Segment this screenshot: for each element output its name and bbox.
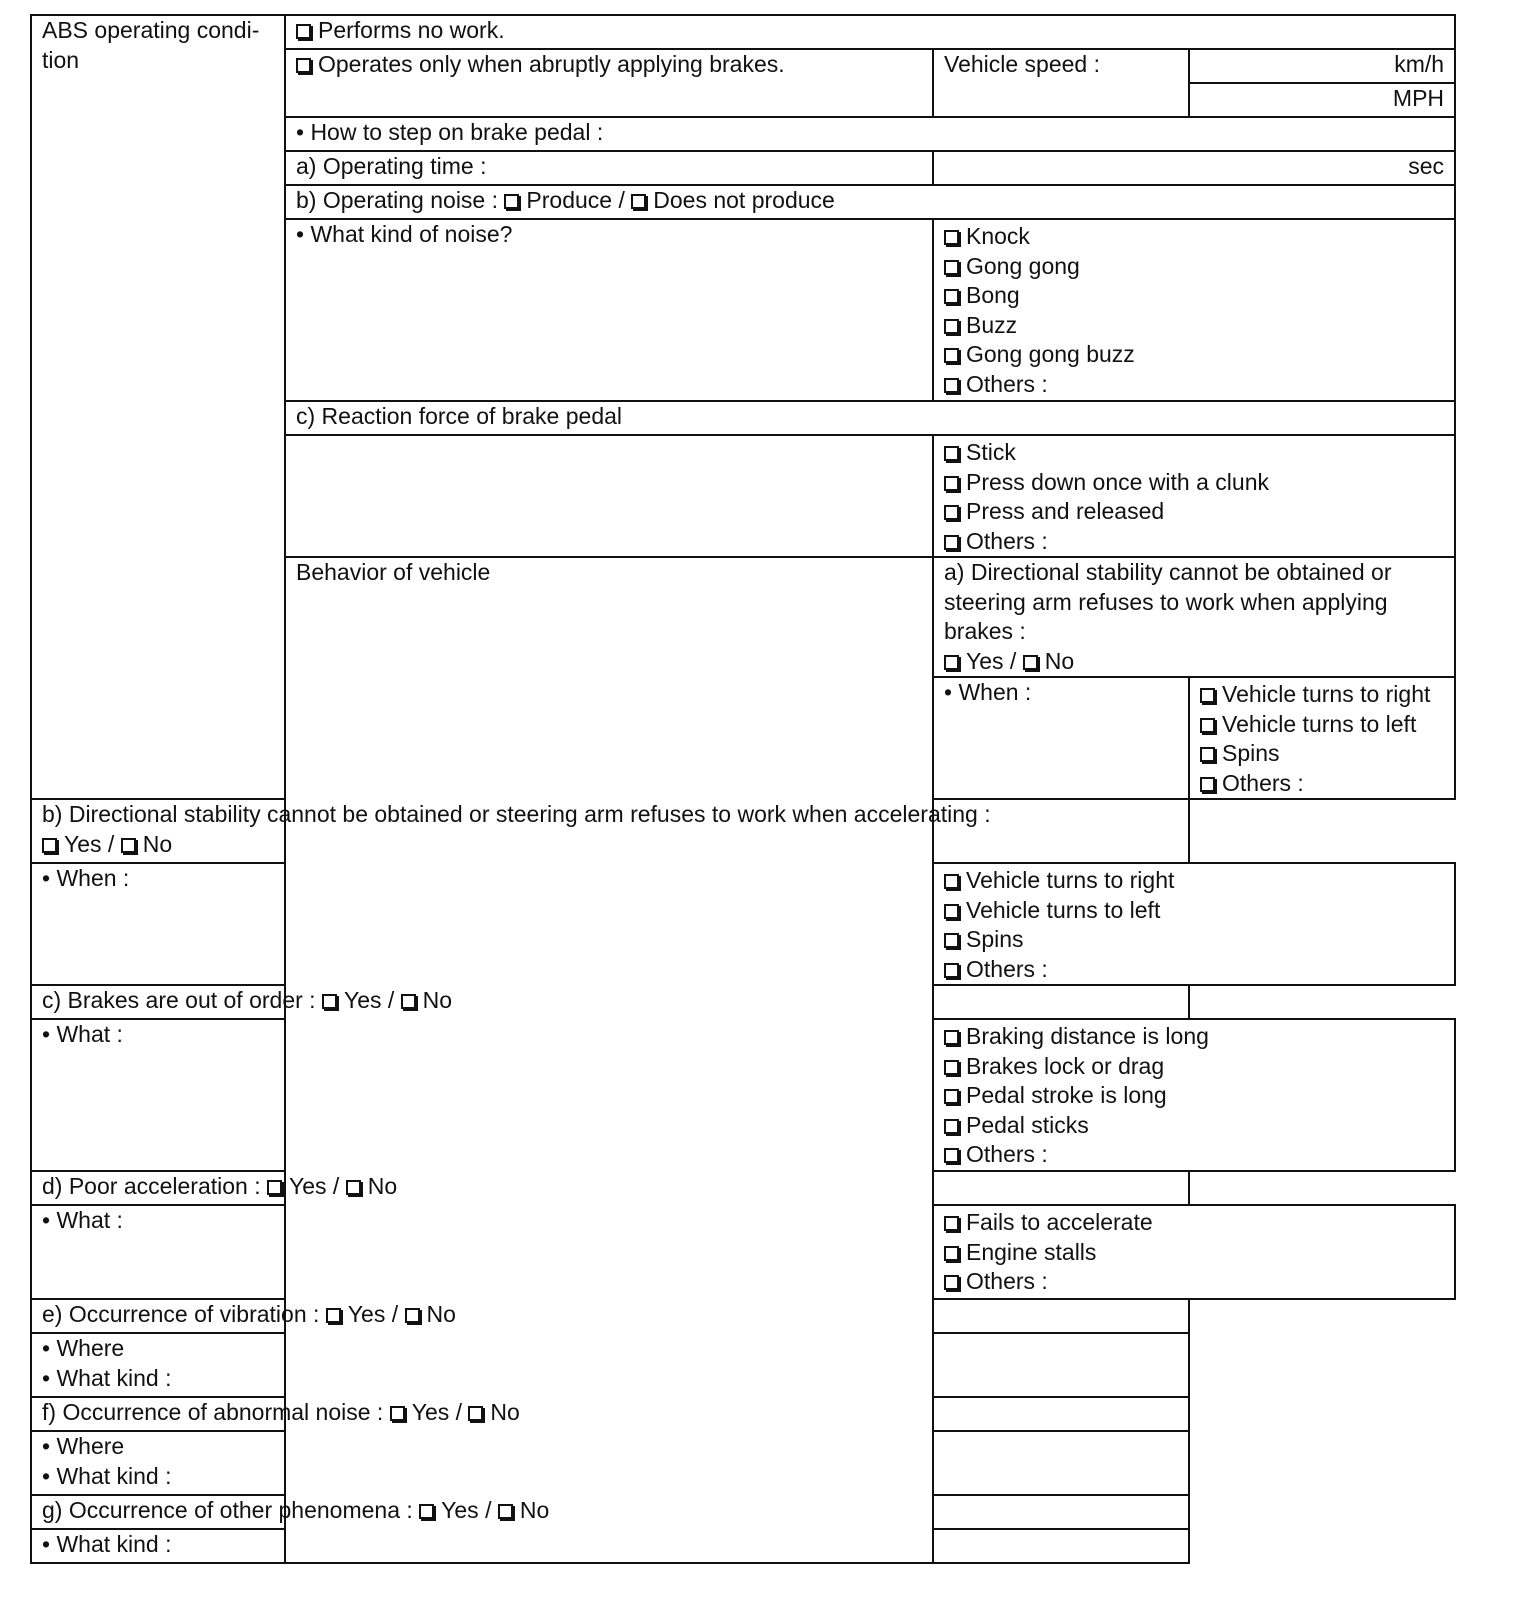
checkbox-icon[interactable] bbox=[390, 1406, 405, 1421]
checkbox-icon[interactable] bbox=[944, 230, 959, 245]
checkbox-icon[interactable] bbox=[944, 904, 959, 919]
option-pedal-sticks[interactable]: Pedal sticks bbox=[944, 1111, 1444, 1141]
no-option[interactable]: No bbox=[142, 830, 173, 857]
checkbox-icon[interactable] bbox=[1200, 688, 1215, 703]
checkbox-icon[interactable] bbox=[944, 1275, 959, 1290]
checkbox-icon[interactable] bbox=[401, 994, 416, 1009]
checkbox-icon[interactable] bbox=[944, 505, 959, 520]
behavior-d-row: d) Poor acceleration : Yes / No bbox=[31, 1171, 1189, 1205]
checkbox-icon[interactable] bbox=[944, 535, 959, 550]
behavior-c-options bbox=[933, 1019, 1455, 1171]
noise-not-produce-option[interactable]: Does not produce bbox=[653, 187, 835, 213]
checkbox-icon[interactable] bbox=[1200, 777, 1215, 792]
checkbox-icon[interactable] bbox=[944, 1216, 959, 1231]
option-turns-left[interactable]: Vehicle turns to left bbox=[944, 896, 1444, 926]
option-turns-right[interactable]: Vehicle turns to right bbox=[1200, 680, 1444, 710]
behavior-b-when-label: • When : bbox=[31, 863, 285, 985]
operating-time-label: a) Operating time : bbox=[285, 151, 933, 185]
checkbox-icon[interactable] bbox=[498, 1504, 513, 1519]
checkbox-icon[interactable] bbox=[944, 963, 959, 978]
checkbox-icon[interactable] bbox=[419, 1504, 434, 1519]
what-kind-label: • What kind : bbox=[42, 1462, 172, 1489]
noise-produce-option[interactable]: Produce / bbox=[526, 187, 625, 213]
checkbox-icon[interactable] bbox=[322, 994, 337, 1009]
how-to-step-label: • How to step on brake pedal : bbox=[285, 117, 1455, 151]
vehicle-behavior-label: Behavior of vehicle bbox=[285, 557, 933, 1563]
checkbox-icon[interactable] bbox=[944, 933, 959, 948]
behavior-a-row: a) Directional stability cannot be obtained or steering arm refuses to work when applying brakes : Yes / No bbox=[933, 557, 1455, 677]
checkbox-icon[interactable] bbox=[944, 1030, 959, 1045]
yes-option[interactable]: Yes / bbox=[347, 1301, 399, 1327]
checkbox-icon[interactable] bbox=[267, 1180, 282, 1195]
checkbox-icon[interactable] bbox=[326, 1308, 341, 1323]
operating-noise-row: b) Operating noise : Produce / Does not produce bbox=[285, 185, 1455, 219]
what-kind-label: • What kind : bbox=[42, 1364, 172, 1391]
option-others[interactable]: Others : bbox=[944, 1267, 1444, 1297]
abs-condition-label: ABS operating condi- tion bbox=[31, 15, 285, 799]
yes-option[interactable]: Yes / bbox=[966, 647, 1017, 674]
vehicle-speed-label: Vehicle speed : bbox=[933, 49, 1189, 117]
option-bong[interactable]: Bong bbox=[944, 281, 1444, 311]
option-buzz[interactable]: Buzz bbox=[944, 311, 1444, 341]
option-stick[interactable]: Stick bbox=[944, 438, 1444, 468]
abs-inquiry-form bbox=[30, 14, 1456, 1564]
checkbox-icon[interactable] bbox=[944, 378, 959, 393]
behavior-g-row: g) Occurrence of other phenomena : Yes / No bbox=[31, 1495, 1189, 1529]
checkbox-icon[interactable] bbox=[296, 24, 311, 39]
speed-mph-field[interactable]: MPH bbox=[1189, 83, 1455, 117]
no-option[interactable]: No bbox=[519, 1497, 550, 1523]
where-label: • Where bbox=[42, 1433, 125, 1459]
option-spins[interactable]: Spins bbox=[944, 925, 1444, 955]
checkbox-icon[interactable] bbox=[944, 1060, 959, 1075]
no-option[interactable]: No bbox=[367, 1173, 398, 1199]
operates-abruptly-option[interactable]: Operates only when abruptly applying brakes. bbox=[285, 49, 933, 117]
option-braking-distance-long[interactable]: Braking distance is long bbox=[944, 1022, 1444, 1052]
behavior-c-what-label: • What : bbox=[31, 1019, 285, 1171]
no-option[interactable]: No bbox=[426, 1301, 456, 1327]
option-fails-accelerate[interactable]: Fails to accelerate bbox=[944, 1208, 1444, 1238]
checkbox-icon[interactable] bbox=[1200, 747, 1215, 762]
option-others[interactable]: Others : bbox=[1200, 769, 1444, 799]
no-option[interactable]: No bbox=[422, 987, 453, 1013]
option-others[interactable]: Others : bbox=[944, 955, 1444, 985]
behavior-b-options bbox=[933, 863, 1455, 985]
checkbox-icon[interactable] bbox=[1023, 655, 1038, 670]
checkbox-icon[interactable] bbox=[944, 1089, 959, 1104]
checkbox-icon[interactable] bbox=[405, 1308, 420, 1323]
reaction-force-label: c) Reaction force of brake pedal bbox=[285, 401, 1455, 435]
checkbox-icon[interactable] bbox=[944, 289, 959, 304]
checkbox-icon[interactable] bbox=[121, 838, 136, 853]
option-knock[interactable]: Knock bbox=[944, 222, 1444, 252]
option-press-clunk[interactable]: Press down once with a clunk bbox=[944, 468, 1444, 498]
behavior-c-row: c) Brakes are out of order : Yes / No bbox=[31, 985, 1189, 1019]
where-label: • Where bbox=[42, 1335, 125, 1361]
speed-kmh-field[interactable]: km/h bbox=[1189, 49, 1455, 83]
checkbox-icon[interactable] bbox=[346, 1180, 361, 1195]
checkbox-icon[interactable] bbox=[296, 58, 311, 73]
no-option[interactable]: No bbox=[1044, 647, 1075, 674]
yes-option[interactable]: Yes / bbox=[343, 987, 395, 1013]
option-others[interactable]: Others : bbox=[944, 527, 1444, 557]
yes-option[interactable]: Yes / bbox=[441, 1497, 492, 1523]
no-option[interactable]: No bbox=[490, 1399, 520, 1425]
reaction-force-options bbox=[933, 435, 1455, 557]
checkbox-icon[interactable] bbox=[944, 655, 959, 670]
option-turns-right[interactable]: Vehicle turns to right bbox=[944, 866, 1444, 896]
option-others[interactable]: Others : bbox=[944, 370, 1444, 400]
checkbox-icon[interactable] bbox=[468, 1406, 483, 1421]
checkbox-icon[interactable] bbox=[944, 874, 959, 889]
operating-time-field[interactable]: sec bbox=[933, 151, 1455, 185]
option-brakes-lock-drag[interactable]: Brakes lock or drag bbox=[944, 1052, 1444, 1082]
checkbox-icon[interactable] bbox=[944, 1246, 959, 1261]
behavior-f-row: f) Occurrence of abnormal noise : Yes / No bbox=[31, 1397, 1189, 1431]
option-pedal-stroke-long[interactable]: Pedal stroke is long bbox=[944, 1081, 1444, 1111]
option-engine-stalls[interactable]: Engine stalls bbox=[944, 1238, 1444, 1268]
option-gong-gong[interactable]: Gong gong bbox=[944, 252, 1444, 282]
checkbox-icon[interactable] bbox=[944, 1119, 959, 1134]
checkbox-icon[interactable] bbox=[944, 476, 959, 491]
yes-option[interactable]: Yes / bbox=[411, 1399, 463, 1425]
checkbox-icon[interactable] bbox=[944, 348, 959, 363]
checkbox-icon[interactable] bbox=[944, 319, 959, 334]
checkbox-icon[interactable] bbox=[631, 194, 646, 209]
checkbox-icon[interactable] bbox=[1200, 718, 1215, 733]
checkbox-icon[interactable] bbox=[504, 194, 519, 209]
performs-no-work-option[interactable]: Performs no work. bbox=[285, 15, 1455, 49]
reaction-force-blank bbox=[285, 435, 933, 557]
behavior-b-row: b) Directional stability cannot be obtained or steering arm refuses to work when accelerating : Yes / No bbox=[31, 799, 1189, 863]
option-gong-gong-buzz[interactable]: Gong gong buzz bbox=[944, 340, 1444, 370]
option-others[interactable]: Others : bbox=[944, 1140, 1444, 1170]
behavior-f-detail bbox=[31, 1431, 1189, 1495]
noise-kind-options bbox=[933, 219, 1455, 401]
option-spins[interactable]: Spins bbox=[1200, 739, 1444, 769]
option-turns-left[interactable]: Vehicle turns to left bbox=[1200, 710, 1444, 740]
behavior-d-what-label: • What : bbox=[31, 1205, 285, 1299]
checkbox-icon[interactable] bbox=[944, 446, 959, 461]
behavior-a-options bbox=[1189, 677, 1455, 799]
checkbox-icon[interactable] bbox=[944, 1148, 959, 1163]
noise-kind-label: • What kind of noise? bbox=[285, 219, 933, 401]
behavior-g-detail: • What kind : bbox=[31, 1529, 1189, 1563]
behavior-e-detail bbox=[31, 1333, 1189, 1397]
option-press-released[interactable]: Press and released bbox=[944, 497, 1444, 527]
behavior-a-when-label: • When : bbox=[933, 677, 1189, 799]
yes-option[interactable]: Yes / bbox=[64, 830, 115, 857]
checkbox-icon[interactable] bbox=[944, 260, 959, 275]
checkbox-icon[interactable] bbox=[42, 838, 57, 853]
behavior-d-options bbox=[933, 1205, 1455, 1299]
yes-option[interactable]: Yes / bbox=[289, 1173, 340, 1199]
behavior-e-row: e) Occurrence of vibration : Yes / No bbox=[31, 1299, 1189, 1333]
